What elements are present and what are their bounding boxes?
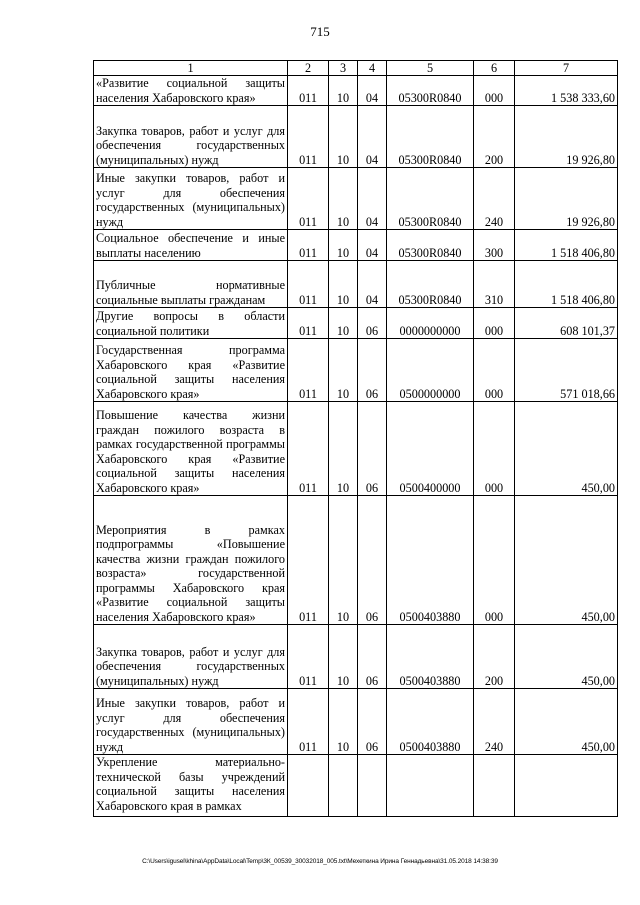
expense-type-code: 000 (474, 76, 515, 106)
expense-type-code: 200 (474, 625, 515, 689)
table-row (94, 168, 618, 230)
table-row (94, 230, 618, 261)
target-article-code: 0500400000 (387, 402, 474, 496)
amount: 1 538 333,60 (515, 76, 618, 106)
row-name: Другие вопросы в области социальной политики (94, 308, 288, 339)
target-article-code: 0500000000 (387, 339, 474, 402)
row-name: Мероприятия в рамках подпрограммы «Повышение качества жизни граждан пожилого возраста» государственной программы Хабаровского края «Развитие социальной защиты населения Хабаровского края» (94, 496, 288, 625)
table-row (94, 402, 618, 496)
row-name: Иные закупки товаров, работ и услуг для обеспечения государственных (муниципальных) нужд (94, 689, 288, 755)
expense-type-code: 310 (474, 261, 515, 308)
target-article-code: 05300R0840 (387, 261, 474, 308)
table-row (94, 339, 618, 402)
expense-type-code: 000 (474, 339, 515, 402)
section-code: 10 (329, 76, 358, 106)
expense-type-code: 000 (474, 496, 515, 625)
table-header-row (94, 61, 618, 76)
table-row (94, 625, 618, 689)
table-row (94, 755, 618, 817)
document-footer-path: C:\Users\igusel\khina\AppData\Local\Temp\3К_00539_30032018_005.txt\Мехеткина Ирина Геннадьевна\31.05.2018 14:38:39 (142, 858, 498, 865)
section-code: 10 (329, 106, 358, 168)
expense-type-code: 000 (474, 308, 515, 339)
expense-type-code (474, 755, 515, 817)
ministry-code: 011 (288, 402, 329, 496)
expense-type-code: 240 (474, 689, 515, 755)
amount: 1 518 406,80 (515, 261, 618, 308)
ministry-code: 011 (288, 168, 329, 230)
subsection-code: 04 (358, 230, 387, 261)
expense-type-code: 240 (474, 168, 515, 230)
amount: 450,00 (515, 689, 618, 755)
column-number-header: 3 (329, 61, 358, 76)
section-code: 10 (329, 168, 358, 230)
row-name: Социальное обеспечение и иные выплаты населению (94, 230, 288, 261)
subsection-code: 04 (358, 261, 387, 308)
ministry-code: 011 (288, 261, 329, 308)
target-article-code: 05300R0840 (387, 106, 474, 168)
amount: 608 101,37 (515, 308, 618, 339)
table-row (94, 496, 618, 625)
column-number-header: 7 (515, 61, 618, 76)
column-number-header: 2 (288, 61, 329, 76)
column-number-header: 1 (94, 61, 288, 76)
target-article-code (387, 755, 474, 817)
amount: 450,00 (515, 496, 618, 625)
amount: 571 018,66 (515, 339, 618, 402)
subsection-code: 06 (358, 308, 387, 339)
subsection-code: 04 (358, 168, 387, 230)
row-name: Публичные нормативные социальные выплаты гражданам (94, 261, 288, 308)
subsection-code: 06 (358, 402, 387, 496)
section-code: 10 (329, 261, 358, 308)
ministry-code: 011 (288, 76, 329, 106)
subsection-code: 06 (358, 496, 387, 625)
row-name: Повышение качества жизни граждан пожилого возраста в рамках государственной программы Хабаровского края «Развитие социальной защиты населения Хабаровского края» (94, 402, 288, 496)
table-row (94, 689, 618, 755)
subsection-code: 06 (358, 689, 387, 755)
expense-type-code: 200 (474, 106, 515, 168)
section-code: 10 (329, 625, 358, 689)
table-row (94, 106, 618, 168)
target-article-code: 0500403880 (387, 625, 474, 689)
amount: 450,00 (515, 402, 618, 496)
section-code: 10 (329, 689, 358, 755)
expense-type-code: 300 (474, 230, 515, 261)
column-number-header: 5 (387, 61, 474, 76)
subsection-code: 04 (358, 76, 387, 106)
row-name: Закупка товаров, работ и услуг для обеспечения государственных (муниципальных) нужд (94, 625, 288, 689)
target-article-code: 05300R0840 (387, 168, 474, 230)
amount: 1 518 406,80 (515, 230, 618, 261)
subsection-code: 04 (358, 106, 387, 168)
target-article-code: 0500403880 (387, 496, 474, 625)
section-code: 10 (329, 496, 358, 625)
ministry-code: 011 (288, 496, 329, 625)
row-name: Укрепление материально-технической базы учреждений социальной защиты населения Хабаровского края в рамках (94, 755, 288, 817)
row-name: Иные закупки товаров, работ и услуг для обеспечения государственных (муниципальных) нужд (94, 168, 288, 230)
row-name: «Развитие социальной защиты населения Хабаровского края» (94, 76, 288, 106)
amount: 450,00 (515, 625, 618, 689)
table-row (94, 261, 618, 308)
amount: 19 926,80 (515, 106, 618, 168)
budget-table (93, 60, 618, 817)
table-row (94, 308, 618, 339)
target-article-code: 0500403880 (387, 689, 474, 755)
target-article-code: 05300R0840 (387, 230, 474, 261)
table-row (94, 76, 618, 106)
ministry-code: 011 (288, 689, 329, 755)
page-number: 715 (310, 24, 330, 39)
ministry-code: 011 (288, 308, 329, 339)
ministry-code (288, 755, 329, 817)
expense-type-code: 000 (474, 402, 515, 496)
row-name: Государственная программа Хабаровского края «Развитие социальной защиты населения Хабаровского края» (94, 339, 288, 402)
column-number-header: 4 (358, 61, 387, 76)
ministry-code: 011 (288, 625, 329, 689)
target-article-code: 0000000000 (387, 308, 474, 339)
row-name: Закупка товаров, работ и услуг для обеспечения государственных (муниципальных) нужд (94, 106, 288, 168)
subsection-code: 06 (358, 339, 387, 402)
subsection-code (358, 755, 387, 817)
subsection-code: 06 (358, 625, 387, 689)
section-code: 10 (329, 230, 358, 261)
column-number-header: 6 (474, 61, 515, 76)
ministry-code: 011 (288, 106, 329, 168)
amount: 19 926,80 (515, 168, 618, 230)
section-code (329, 755, 358, 817)
section-code: 10 (329, 308, 358, 339)
amount (515, 755, 618, 817)
section-code: 10 (329, 402, 358, 496)
section-code: 10 (329, 339, 358, 402)
target-article-code: 05300R0840 (387, 76, 474, 106)
ministry-code: 011 (288, 230, 329, 261)
ministry-code: 011 (288, 339, 329, 402)
